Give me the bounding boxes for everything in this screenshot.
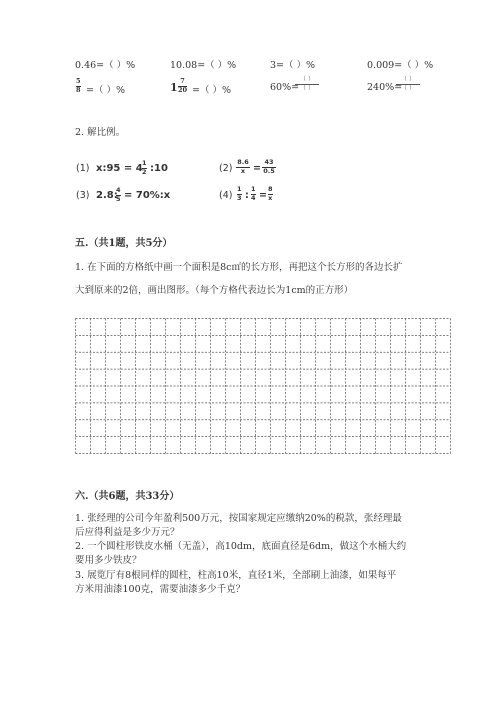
section-6-question-1-line-1: 1. 张经理的公司今年盈利500万元，按国家规定应缴纳20%的税款，张经理最 xyxy=(75,513,402,524)
fraction-denominator: 2 xyxy=(142,168,147,176)
fraction-denominator: 3 xyxy=(237,194,242,202)
conv-item-8-blank-fraction xyxy=(396,77,420,92)
fraction-denominator: 0.5 xyxy=(263,167,275,175)
grid-svg[interactable] xyxy=(75,318,451,454)
prop-1-fraction xyxy=(142,160,147,176)
fraction-denominator: x xyxy=(240,167,246,175)
prop-2-equals: = xyxy=(253,163,261,174)
fraction-numerator: 4 xyxy=(116,186,121,194)
section-6-question-3-line-2: 方米用油漆100克，需要油漆多少千克？ xyxy=(75,584,246,595)
section-5-question-1-line-2: 大到原来的2倍，画出图形。（每个方格代表边长为1cm的正方形） xyxy=(75,285,354,296)
prop-4-colon: : xyxy=(245,190,249,201)
fraction-denominator: 20 xyxy=(178,86,188,94)
prop-4-equals: = xyxy=(259,190,267,201)
prop-3-fraction xyxy=(116,187,121,203)
conv-item-4: 0.009=（ ）% xyxy=(367,60,434,71)
question-2-title: 2. 解比例。 xyxy=(75,127,126,138)
conv-item-8-lead: 240%= xyxy=(367,82,403,93)
fraction-denominator: x xyxy=(268,194,273,202)
prop-4-fraction-c xyxy=(268,186,273,202)
prop-3-text: 2.8: xyxy=(96,190,118,201)
blank-numerator: （ ） xyxy=(300,76,314,83)
conv-item-6-fraction xyxy=(178,78,187,94)
fraction-denominator: 8 xyxy=(76,86,81,94)
conv-item-1: 0.46=（ ）% xyxy=(75,60,136,71)
fraction-numerator: 43 xyxy=(264,158,274,166)
conv-item-6-whole: 1 xyxy=(170,81,178,94)
fraction-numerator: 8 xyxy=(268,185,273,193)
prop-4-fraction-b xyxy=(251,186,256,202)
fraction-numerator: 1 xyxy=(142,159,147,167)
fraction-numerator: 8.6 xyxy=(237,158,249,166)
fraction-denominator: 4 xyxy=(251,194,256,202)
fraction-numerator: 5 xyxy=(76,77,81,85)
conv-item-7-blank-fraction xyxy=(295,77,319,92)
fraction-numerator: 7 xyxy=(180,77,185,85)
section-6-question-2-line-2: 要用多少铁皮？ xyxy=(75,555,142,566)
section-6-question-1-line-2: 后应得利益是多少万元？ xyxy=(75,527,180,538)
prop-4-label: (4) xyxy=(219,190,233,201)
prop-1-label: (1) xyxy=(76,163,90,174)
conv-item-7-lead: 60%= xyxy=(270,82,300,93)
prop-4-fraction-a xyxy=(237,186,242,202)
conv-item-3: 3=（ ）% xyxy=(270,60,316,71)
section-5-title: 五.（共1题，共5分） xyxy=(75,238,173,249)
conv-item-2: 10.08=（ ）% xyxy=(170,60,237,71)
prop-2-left-fraction xyxy=(236,159,250,175)
prop-3-label: (3) xyxy=(76,190,90,201)
fraction-denominator: 5 xyxy=(116,195,121,203)
fraction-numerator: 1 xyxy=(251,185,256,193)
conv-item-5-rest: =（ ）% xyxy=(86,85,126,96)
fraction-numerator: 1 xyxy=(237,185,242,193)
prop-2-right-fraction xyxy=(262,159,276,175)
conv-item-6-rest: =（ ）% xyxy=(192,85,232,96)
prop-1-tail: :10 xyxy=(150,163,168,174)
section-6-question-2-line-1: 2. 一个圆柱形铁皮水桶（无盖），高10dm，底面直径是6dm，做这个水桶大约 xyxy=(75,541,407,552)
prop-1-text: x:95 = 4 xyxy=(96,163,143,174)
section-6-title: 六.（共6题，共33分） xyxy=(75,491,180,502)
section-5-question-1-line-1: 1. 在下面的方格纸中画一个面积是8c㎡的长方形，再把这个长方形的各边长扩 xyxy=(75,262,403,273)
section-6-question-3-line-1: 3. 展览厅有8根同样的圆柱，柱高10米，直径1米，全部刷上油漆，如果每平 xyxy=(75,570,397,581)
blank-denominator: （ ） xyxy=(300,85,314,92)
conv-item-5-fraction xyxy=(76,78,81,94)
prop-3-tail: = 70%:x xyxy=(124,190,171,201)
grid-paper[interactable] xyxy=(75,318,451,454)
prop-2-label: (2) xyxy=(219,163,233,174)
blank-numerator: （ ） xyxy=(401,76,415,83)
blank-denominator: （ ） xyxy=(401,85,415,92)
